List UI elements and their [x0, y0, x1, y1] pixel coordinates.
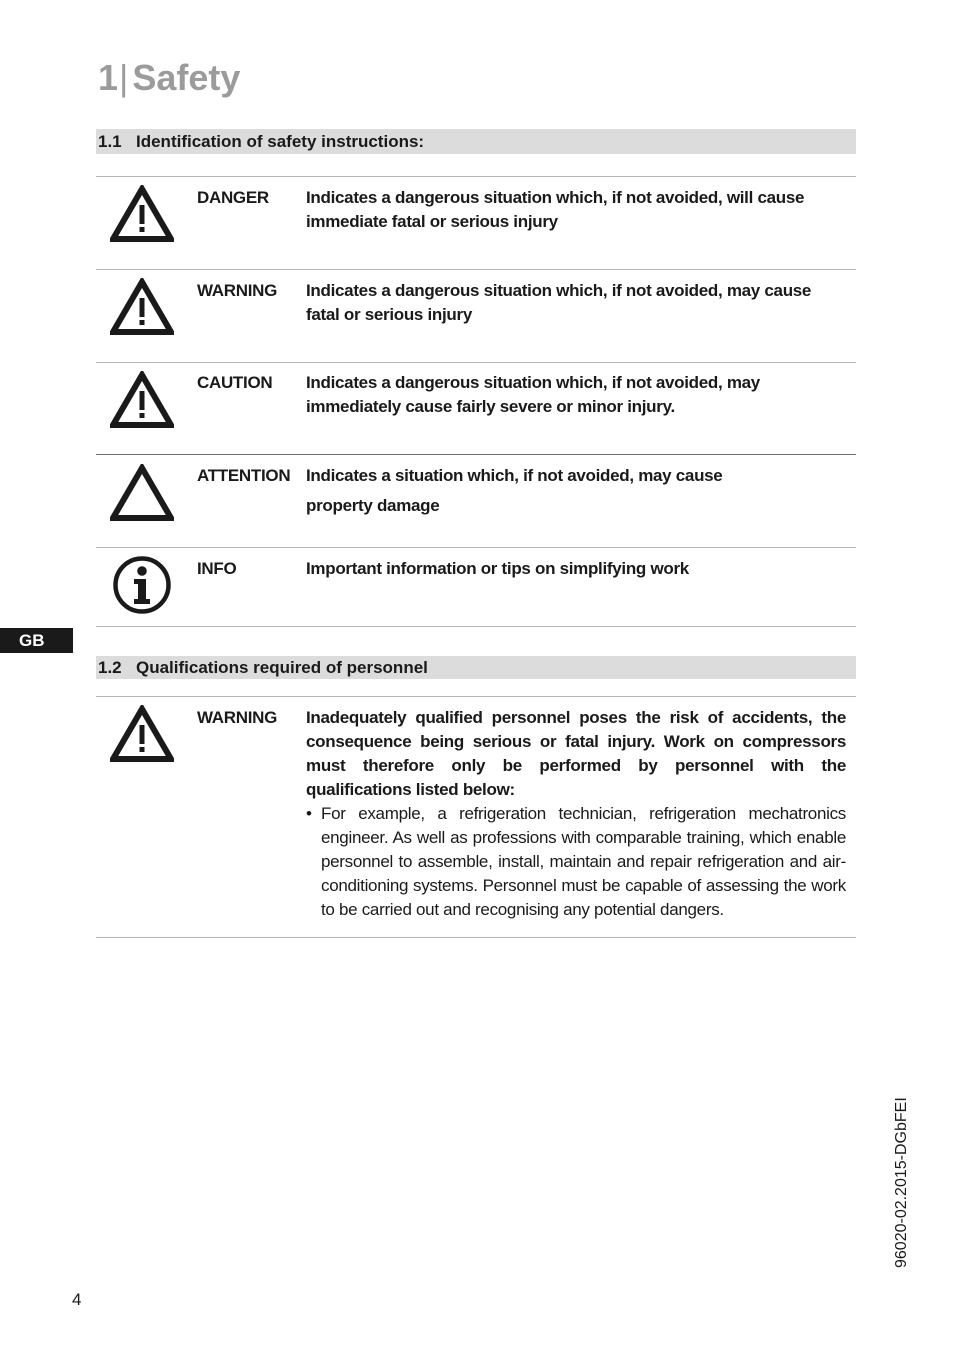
warning-triangle-icon [110, 705, 174, 763]
description-line: Indicates a dangerous situation which, if not avoided, will cause [306, 188, 805, 207]
description [306, 371, 846, 419]
section-heading-1-2 [96, 656, 856, 679]
safety-row-warning [96, 270, 856, 362]
warning-triangle-icon [110, 278, 174, 336]
chapter-title [98, 56, 240, 100]
empty-triangle-icon [110, 464, 174, 522]
description-line: Indicates a dangerous situation which, if not avoided, may [306, 373, 760, 392]
document-code: 96020-02.2015-DGbFEI [893, 1097, 910, 1268]
warning-triangle-icon [110, 185, 174, 243]
section-number: 1.2 [98, 657, 122, 677]
chapter-title-text: Safety [132, 57, 241, 98]
description-line: fatal or serious injury [306, 305, 472, 324]
chapter-separator: | [119, 57, 129, 98]
keyword-label: DANGER [197, 188, 269, 207]
keyword-label: INFO [197, 559, 237, 578]
keyword-label: WARNING [197, 281, 278, 300]
bullet-marker: • [306, 804, 312, 823]
description [306, 706, 846, 922]
description-line: property damage [306, 496, 440, 515]
section-number: 1.1 [98, 131, 122, 151]
keyword-label: WARNING [197, 708, 278, 727]
description-line: Indicates a situation which, if not avoided, may cause [306, 466, 723, 485]
warning-text: Inadequately qualified personnel poses the risk of accidents, the consequence being serious or fatal injury. Work on compressors must therefore only be performed by personnel with the qualifications listed below: [306, 708, 846, 799]
page-number: 4 [72, 1290, 82, 1309]
keyword-label: ATTENTION [197, 466, 291, 485]
description-line: immediate fatal or serious injury [306, 212, 558, 231]
list-item [306, 802, 846, 922]
keyword-label: CAUTION [197, 373, 273, 392]
description [306, 557, 846, 581]
safety-row-qualification-warning [96, 697, 856, 937]
list-item-text: For example, a refrigeration technician, refrigeration mechatronics engineer. As well as professions with comparable training, which enable personnel to assemble, install, maintain and repair refrigeration and air-conditioning systems. Personnel must be capable of assessing the work to be carried out and recognising any potential dangers. [321, 804, 846, 919]
section-title: Qualifications required of personnel [136, 657, 428, 677]
warning-triangle-icon [110, 371, 174, 429]
language-tab: GB [0, 628, 73, 653]
safety-row-caution [96, 363, 856, 454]
description-line: immediately cause fairly severe or minor injury. [306, 397, 675, 416]
safety-row-danger [96, 177, 856, 269]
safety-row-attention [96, 455, 856, 547]
safety-row-info [96, 548, 856, 626]
description [306, 186, 846, 234]
description [306, 464, 846, 518]
description-line: Indicates a dangerous situation which, if not avoided, may cause [306, 281, 812, 300]
section-title: Identification of safety instructions: [136, 131, 425, 151]
divider [96, 937, 856, 938]
description-line: Important information or tips on simplifying work [306, 559, 689, 578]
divider [96, 626, 856, 627]
description [306, 279, 846, 327]
info-icon [112, 555, 172, 615]
section-heading-1-1 [96, 129, 856, 154]
chapter-number: 1 [98, 57, 119, 98]
